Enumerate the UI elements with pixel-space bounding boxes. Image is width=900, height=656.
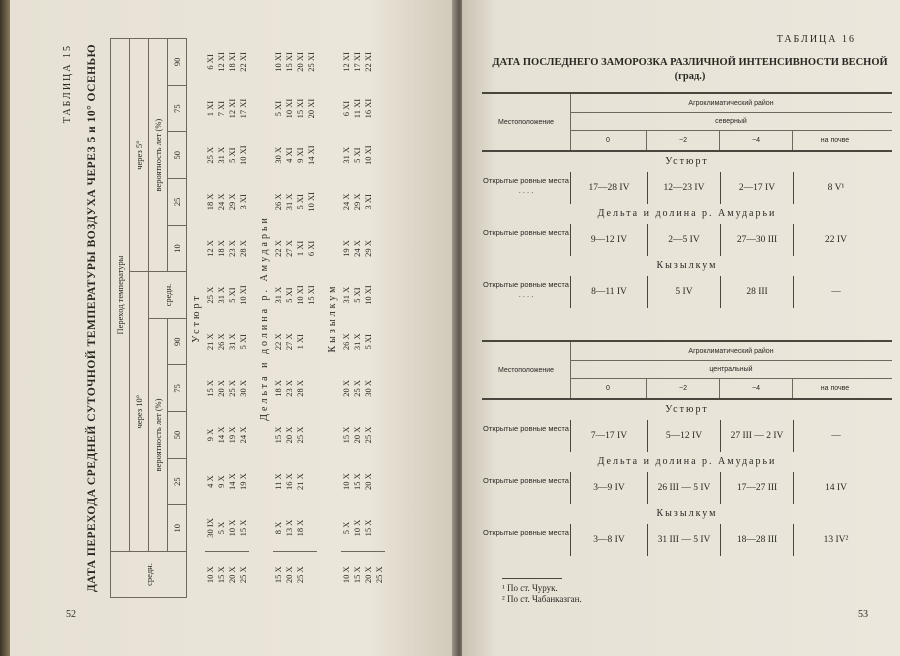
table-cell: 13 IV² — [793, 524, 878, 556]
table-cell: 15 X — [352, 552, 363, 598]
header-prob-5: вероятность лет (%) — [149, 39, 168, 272]
table-cell: 22 X — [273, 240, 283, 257]
table-row — [482, 472, 892, 504]
table-cell: 5 XI — [352, 147, 362, 163]
header-location: Местоположение — [482, 94, 571, 150]
table-cell: 3 XI — [363, 194, 373, 210]
table-cell: 17—27 III — [720, 472, 793, 504]
table-row — [482, 524, 892, 556]
table-cell: 4 X — [205, 475, 215, 488]
table-cell: 10 XI — [306, 192, 316, 212]
table-cell: 12 X — [205, 240, 215, 257]
table-cell: 27 X — [284, 240, 294, 257]
table-cell: 17—28 IV — [570, 172, 647, 204]
table-16-block — [482, 340, 892, 556]
footnotes — [502, 578, 582, 605]
table-cell: 24 X — [238, 426, 248, 444]
table-cell: 24 X — [341, 193, 351, 211]
table-16-label: ТАБЛИЦА 16 — [776, 34, 856, 45]
pct-5-90: 90 — [168, 39, 187, 86]
table-cell: 15 X — [205, 379, 215, 397]
table-cell: 18 X — [216, 240, 226, 257]
table-cell: 6 XI — [205, 54, 215, 70]
table-cell: 26 X — [216, 333, 226, 351]
table-cell: 18 X — [295, 519, 305, 537]
table-cell — [306, 505, 317, 552]
table-cell: 19 X — [238, 473, 248, 490]
table-cell: 14 X — [216, 426, 226, 444]
table-cell: 12 XI — [227, 98, 237, 119]
table-cell: 17 XI — [238, 98, 248, 119]
table-cell: 20 X — [284, 552, 295, 598]
table-cell: 20 XI — [295, 52, 305, 72]
table-cell: 12 XI — [341, 52, 351, 72]
header-transition: Переход температуры — [111, 39, 130, 552]
header-col: −4 — [720, 130, 793, 150]
section-heading: Дельта и долина р. Амударьи — [597, 208, 777, 219]
table-cell: 5 XI — [227, 147, 237, 163]
table-row — [205, 39, 216, 598]
table-row — [238, 39, 249, 598]
table-cell — [374, 179, 385, 226]
table-cell: 6 XI — [306, 240, 316, 257]
footnote: ² По ст. Чабанказган. — [502, 594, 582, 604]
table-cell: 31 III — 5 IV — [647, 524, 720, 556]
table-cell: 16 X — [284, 473, 294, 490]
pct-10-75: 75 — [168, 365, 187, 412]
table-15-label: ТАБЛИЦА 15 — [62, 44, 73, 124]
page-number-right: 53 — [858, 609, 868, 620]
table-cell: 13 X — [284, 519, 294, 537]
table-cell: 11 XI — [352, 98, 362, 119]
header-col: на почве — [820, 384, 850, 392]
table-cell: 17 XI — [352, 52, 362, 72]
table-cell: 15 X — [216, 552, 227, 598]
table-cell: 10 X — [227, 519, 237, 537]
table-cell: 9 X — [216, 475, 226, 488]
table-cell: 14 XI — [306, 145, 316, 165]
table-cell: 25 X — [374, 552, 385, 598]
table-cell — [374, 365, 385, 412]
table-cell: 4 XI — [284, 147, 294, 163]
table-cell — [374, 85, 385, 132]
table-cell: 19 X — [341, 240, 351, 257]
table-cell: 31 X — [341, 146, 351, 164]
table-cell: 12 XI — [216, 52, 226, 72]
section-heading: Дельта и долина р. Амударьи — [597, 456, 777, 467]
table-cell: 12—23 IV — [647, 172, 720, 204]
table-cell: 30 X — [273, 146, 283, 164]
table-row — [295, 39, 306, 598]
table-cell: 24 X — [352, 240, 362, 257]
table-cell: 28 III — [720, 276, 793, 308]
table-row — [482, 224, 892, 256]
table-cell: 22 XI — [363, 52, 373, 72]
section-heading: Кызылкум — [656, 260, 718, 271]
table-cell: 3—9 IV — [570, 472, 647, 504]
table-cell: 5 X — [341, 521, 351, 535]
table-cell: 10 XI — [295, 285, 305, 305]
table-16-title: ДАТА ПОСЛЕДНЕГО ЗАМОРОЗКА РАЗЛИЧНОЙ ИНТЕНСИВНОСТИ ВЕСНОЙ (град.) — [492, 57, 888, 82]
row-label: Открытые ровные места . . . . — [483, 280, 569, 299]
table-cell: 5 XI — [273, 100, 283, 117]
section-heading: Устюрт — [665, 156, 709, 167]
table-row — [216, 39, 227, 598]
table-cell: 5 XI — [295, 194, 305, 210]
table-cell: 8 X — [273, 521, 283, 535]
pct-5-25: 25 — [168, 179, 187, 226]
header-through10: через 10° — [130, 272, 149, 552]
table-cell: 8 V¹ — [793, 172, 878, 204]
table-cell: 29 X — [227, 193, 237, 211]
table-cell: 20 XI — [306, 98, 316, 119]
table-cell: 7—17 IV — [570, 420, 647, 452]
table-cell: 25 X — [205, 286, 215, 304]
table-cell: 15 XI — [306, 285, 316, 305]
table-cell: 1 XI — [295, 240, 305, 257]
left-page — [10, 0, 458, 656]
table-cell: — — [793, 420, 878, 452]
table-row — [341, 39, 352, 598]
header-agro-region: Агроклиматический район — [570, 342, 892, 361]
table-cell: 24 X — [216, 193, 226, 211]
table-cell: 27 III — 2 IV — [720, 420, 793, 452]
table-16-header — [482, 92, 892, 152]
table-cell: 19 X — [227, 426, 237, 444]
table-cell: 9—12 IV — [570, 224, 647, 256]
table-15 — [110, 38, 391, 598]
table-cell: 2—5 IV — [647, 224, 720, 256]
header-prob-10: вероятность лет (%) — [149, 318, 168, 551]
table-row — [273, 39, 284, 598]
rotated-table-15 — [62, 38, 454, 598]
table-cell: 31 X — [273, 286, 283, 304]
table-row — [306, 39, 317, 598]
table-cell: 5—12 IV — [647, 420, 720, 452]
table-cell: 14 IV — [793, 472, 878, 504]
table-cell: 30 X — [238, 379, 248, 397]
pct-10-50: 50 — [168, 412, 187, 459]
table-cell: 15 X — [341, 426, 351, 444]
table-cell: 6 XI — [341, 100, 351, 117]
header-col: −2 — [647, 378, 720, 398]
table-cell: 15 X — [273, 552, 284, 598]
table-cell: 15 XI — [284, 52, 294, 72]
table-cell — [374, 272, 385, 319]
table-cell: 5 XI — [363, 334, 373, 350]
table-cell — [374, 39, 385, 86]
table-cell: 31 X — [216, 146, 226, 164]
table-cell: 16 XI — [363, 98, 373, 119]
table-cell: 31 X — [341, 286, 351, 304]
table-cell: 10 X — [341, 552, 352, 598]
header-mean-10: средн. — [149, 272, 187, 319]
table-cell: 20 X — [341, 379, 351, 397]
header-col: 0 — [570, 378, 647, 398]
section-heading: Кызылкум — [656, 508, 718, 519]
page-number-left: 52 — [66, 609, 76, 620]
table-cell: 20 X — [363, 552, 374, 598]
table-cell: 10 XI — [238, 145, 248, 165]
table-cell: 14 X — [227, 473, 237, 490]
table-row — [284, 39, 295, 598]
table-cell: 25 X — [238, 552, 249, 598]
table-cell: 10 XI — [273, 52, 283, 72]
header-col: −4 — [720, 378, 793, 398]
table-cell: 5 XI — [238, 334, 248, 350]
section-heading: Кызылкум — [326, 283, 338, 353]
table-cell: 20 X — [352, 426, 362, 444]
pct-5-75: 75 — [168, 85, 187, 132]
table-cell: 3 XI — [238, 194, 248, 210]
table-cell: 15 X — [363, 519, 373, 537]
table-16-block — [482, 92, 892, 308]
table-cell: 25 X — [227, 379, 237, 397]
table-cell — [306, 318, 317, 365]
table-cell: 18 X — [273, 379, 283, 397]
table-cell: 5 X — [216, 521, 226, 535]
table-cell: 26 X — [341, 333, 351, 351]
table-cell: 26 X — [273, 193, 283, 211]
table-cell: 3—8 IV — [570, 524, 647, 556]
pct-10-10: 10 — [168, 505, 187, 552]
table-cell: 22 IV — [793, 224, 878, 256]
table-cell: 31 X — [227, 333, 237, 351]
table-cell: 1 XI — [295, 334, 305, 350]
section-heading: Устюрт — [665, 404, 709, 415]
footnote: ¹ По ст. Чурук. — [502, 583, 558, 593]
table-cell: 23 X — [227, 240, 237, 257]
table-row — [352, 39, 363, 598]
row-label: Открытые ровные места — [483, 528, 569, 537]
table-cell: 22 XI — [238, 52, 248, 72]
table-row — [482, 172, 892, 204]
table-cell: 31 X — [352, 333, 362, 351]
table-15-title: ДАТА ПЕРЕХОДА СРЕДНЕЙ СУТОЧНОЙ ТЕМПЕРАТУРЫ ВОЗДУХА ЧЕРЕЗ 5 и 10° ОСЕНЬЮ — [86, 43, 98, 593]
table-cell — [374, 505, 385, 552]
table-cell: 20 X — [227, 552, 238, 598]
table-cell: 21 X — [205, 333, 215, 351]
table-cell: 23 X — [284, 379, 294, 397]
table-cell: 15 XI — [295, 98, 305, 119]
table-row — [482, 420, 892, 452]
header-zone: северный — [570, 112, 892, 131]
table-cell: 9 X — [205, 428, 215, 442]
table-cell: 25 X — [363, 426, 373, 444]
table-cell: 29 X — [363, 240, 373, 257]
table-cell: 10 XI — [363, 285, 373, 305]
table-cell: 27—30 III — [720, 224, 793, 256]
table-cell: 31 X — [284, 193, 294, 211]
table-cell: 5 XI — [284, 287, 294, 303]
table-cell: 30 IX — [205, 518, 215, 538]
table-cell — [374, 225, 385, 272]
table-cell: 5 XI — [227, 287, 237, 303]
table-cell — [374, 458, 385, 505]
table-16-header — [482, 340, 892, 400]
table-cell: 29 X — [352, 193, 362, 211]
header-col: на почве — [820, 136, 850, 144]
header-zone: центральный — [570, 360, 892, 379]
table-cell: 15 X — [273, 426, 283, 444]
table-cell: 22 X — [273, 333, 283, 351]
table-cell: 25 XI — [306, 52, 316, 72]
table-cell: 28 X — [238, 240, 248, 257]
table-cell — [306, 458, 317, 505]
pct-5-50: 50 — [168, 132, 187, 179]
book-edge — [0, 0, 10, 656]
table-cell: 11 X — [273, 473, 283, 490]
table-cell: 25 X — [295, 426, 305, 444]
header-col: 0 — [570, 130, 647, 150]
row-label: Открытые ровные места . . . . — [483, 176, 569, 195]
table-cell: 31 X — [216, 286, 226, 304]
table-cell: 10 XI — [284, 98, 294, 119]
row-label: Открытые ровные места — [483, 476, 569, 485]
table-cell: 10 X — [352, 519, 362, 537]
table-row — [227, 39, 238, 598]
header-agro-region: Агроклиматический район — [570, 94, 892, 113]
table-cell: 9 XI — [295, 147, 305, 163]
table-cell: 27 X — [284, 333, 294, 351]
table-cell: 5 IV — [647, 276, 720, 308]
table-cell — [306, 412, 317, 459]
table-cell: 2—17 IV — [720, 172, 793, 204]
table-cell: — — [793, 276, 878, 308]
table-cell: 28 X — [295, 379, 305, 397]
table-cell: 1 XI — [205, 100, 215, 117]
table-cell: 20 X — [363, 473, 373, 490]
table-cell: 20 X — [284, 426, 294, 444]
section-heading: Устюрт — [190, 293, 202, 343]
table-cell — [306, 365, 317, 412]
table-cell: 15 X — [352, 473, 362, 490]
table-cell: 10 X — [341, 473, 351, 490]
table-row — [363, 39, 374, 598]
table-cell: 18 X — [205, 193, 215, 211]
table-cell: 18 XI — [227, 52, 237, 72]
table-cell — [374, 318, 385, 365]
table-cell: 26 III — 5 IV — [647, 472, 720, 504]
table-cell — [374, 132, 385, 179]
pct-10-25: 25 — [168, 458, 187, 505]
header-through5: через 5° — [130, 39, 149, 272]
table-cell: 10 X — [205, 552, 216, 598]
table-cell — [306, 552, 317, 598]
right-page — [462, 0, 900, 656]
table-cell: 10 XI — [363, 145, 373, 165]
section-heading: Дельта и долина р. Амударьи — [258, 215, 270, 421]
pct-10-90: 90 — [168, 318, 187, 365]
col-mean-10: средн. — [111, 552, 187, 598]
header-location: Местоположение — [482, 342, 571, 398]
header-col: −2 — [647, 130, 720, 150]
table-cell: 25 X — [295, 552, 306, 598]
table-cell: 15 X — [238, 519, 248, 537]
table-cell: 25 X — [205, 146, 215, 164]
table-cell: 25 X — [352, 379, 362, 397]
row-label: Открытые ровные места — [483, 424, 569, 433]
table-cell: 30 X — [363, 379, 373, 397]
table-cell: 8—11 IV — [570, 276, 647, 308]
table-cell — [374, 412, 385, 459]
table-row — [374, 39, 385, 598]
table-cell: 20 X — [216, 379, 226, 397]
pct-5-10: 10 — [168, 225, 187, 272]
row-label: Открытые ровные места — [483, 228, 569, 237]
table-cell: 10 XI — [238, 285, 248, 305]
table-cell: 21 X — [295, 473, 305, 490]
table-cell: 7 XI — [216, 100, 226, 117]
table-cell: 5 XI — [352, 287, 362, 303]
table-cell: 18—28 III — [720, 524, 793, 556]
table-row — [482, 276, 892, 308]
